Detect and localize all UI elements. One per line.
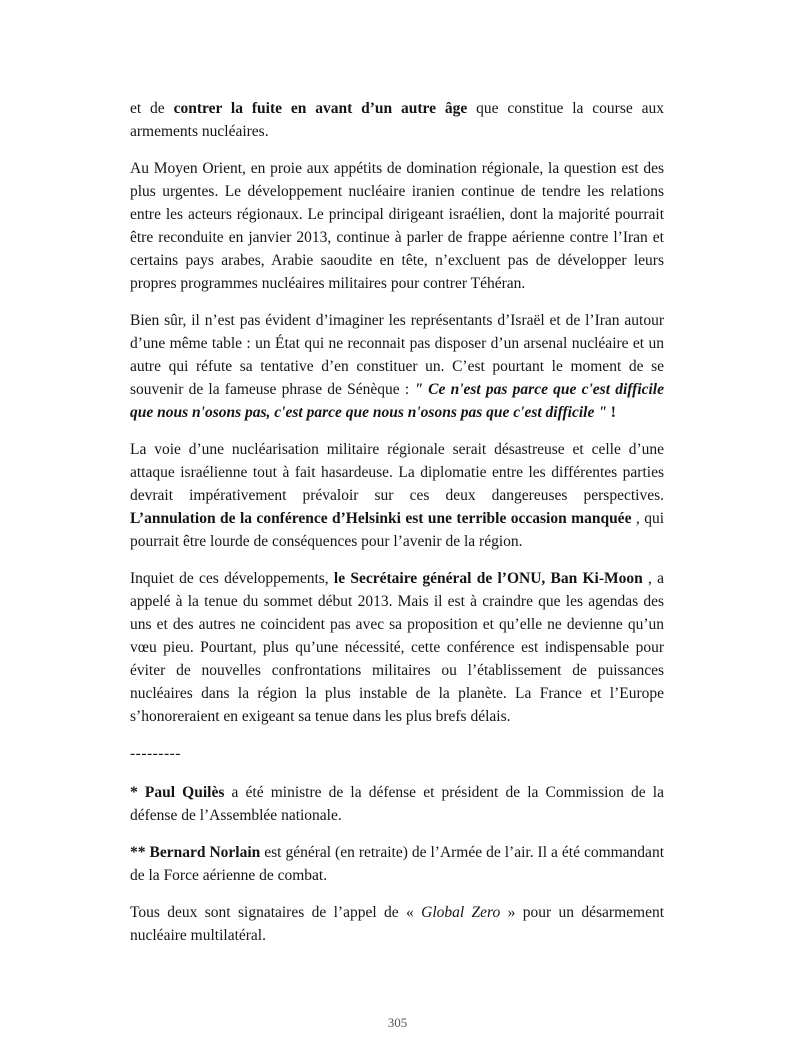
bold-italic-quote: " Ce n'est pas parce que c'est difficile que nous n'osons pas, c'est parce que nous n'osons pas que c'est difficile " [130,381,664,421]
text-run: La voie d’une nucléarisation militaire régionale serait désastreuse et celle d’une attaque israélienne tout à fait hasardeuse. La diplomatie entre les différentes parties devrait impérativement prévaloir sur ces deux dangereuses perspectives. [130,441,664,504]
bold-run: le Secrétaire général de l’ONU, Ban Ki-Moon [333,570,643,587]
footnote-separator: --------- [130,745,181,762]
bold-run: contrer la fuite en avant d’un autre âge [173,100,468,117]
bold-run: ! [606,404,616,421]
text-run: et de [130,100,174,117]
text-run: Bien sûr, il n’est pas évident d’imaginer les représentants d’Israël et de l’Iran autour d’une même table : un État qui ne reconnait pas disposer d’un arsenal nucléaire et un autre qui réfute sa tentative d’en constituer un. C’est pourtant le moment de se souvenir de la fameuse phrase de Sénèque : [130,312,664,398]
italic-run: Global Zero [421,904,501,921]
paragraph-helsinki [130,438,664,553]
text-run: a été ministre de la défense et président de la Commission de la défense de l’Assemblée nationale. [130,784,664,824]
text-run: , a appelé à la tenue du sommet début 2013. Mais il est à craindre que les agendas des uns et des autres ne coincident pas avec sa proposition et qu’elle ne devienne qu’un vœu pieu. Pourtant, plus qu’une nécessité, cette conférence est indispensable pour éviter de nouvelles confrontations militaires ou l’établissement de puissances nucléaires dans la région la plus instable de la planète. La France et l’Europe s’honoreraient en exigeant sa tenue dans les plus brefs délais. [130,570,664,725]
paragraph-armements [130,97,664,143]
footnote-paul-quiles [130,781,664,827]
text-run: Au Moyen Orient, en proie aux appétits de domination régionale, la question est des plus urgentes. Le développement nucléaire iranien continue de tendre les relations entre les acteurs régionaux. Le principal dirigeant israélien, dont la majorité pourrait être reconduite en janvier 2013, continue à parler de frappe aérienne contre l’Iran et certains pays arabes, Arabie saoudite en tête, n’excluent pas de développer leurs propres programmes nucléaires militaires pour contrer Téhéran. [130,160,664,292]
page-content [130,97,664,961]
text-run: que constitue la course aux armements nucléaires. [130,100,664,140]
paragraph-moyen-orient [130,157,664,295]
paragraph-seneque [130,309,664,424]
paragraph-ban-ki-moon [130,567,664,728]
text-run: » pour un désarmement nucléaire multilatéral. [130,904,665,944]
footnote-global-zero [130,901,664,947]
text-run: est général (en retraite) de l’Armée de l’air. Il a été commandant de la Force aérienne de combat. [130,844,664,884]
page-number: 305 [387,1015,408,1030]
text-run: Inquiet de ces développements, [130,570,334,587]
text-run: Tous deux sont signataires de l’appel de « [130,904,422,921]
text-run: , qui pourrait être lourde de conséquences pour l’avenir de la région. [130,510,664,550]
bold-run: ** Bernard Norlain [130,844,261,861]
bold-run: * Paul Quilès [130,784,225,801]
footnote-bernard-norlain [130,841,664,887]
bold-run: L’annulation de la conférence d’Helsinki est une terrible occasion manquée [130,510,632,527]
